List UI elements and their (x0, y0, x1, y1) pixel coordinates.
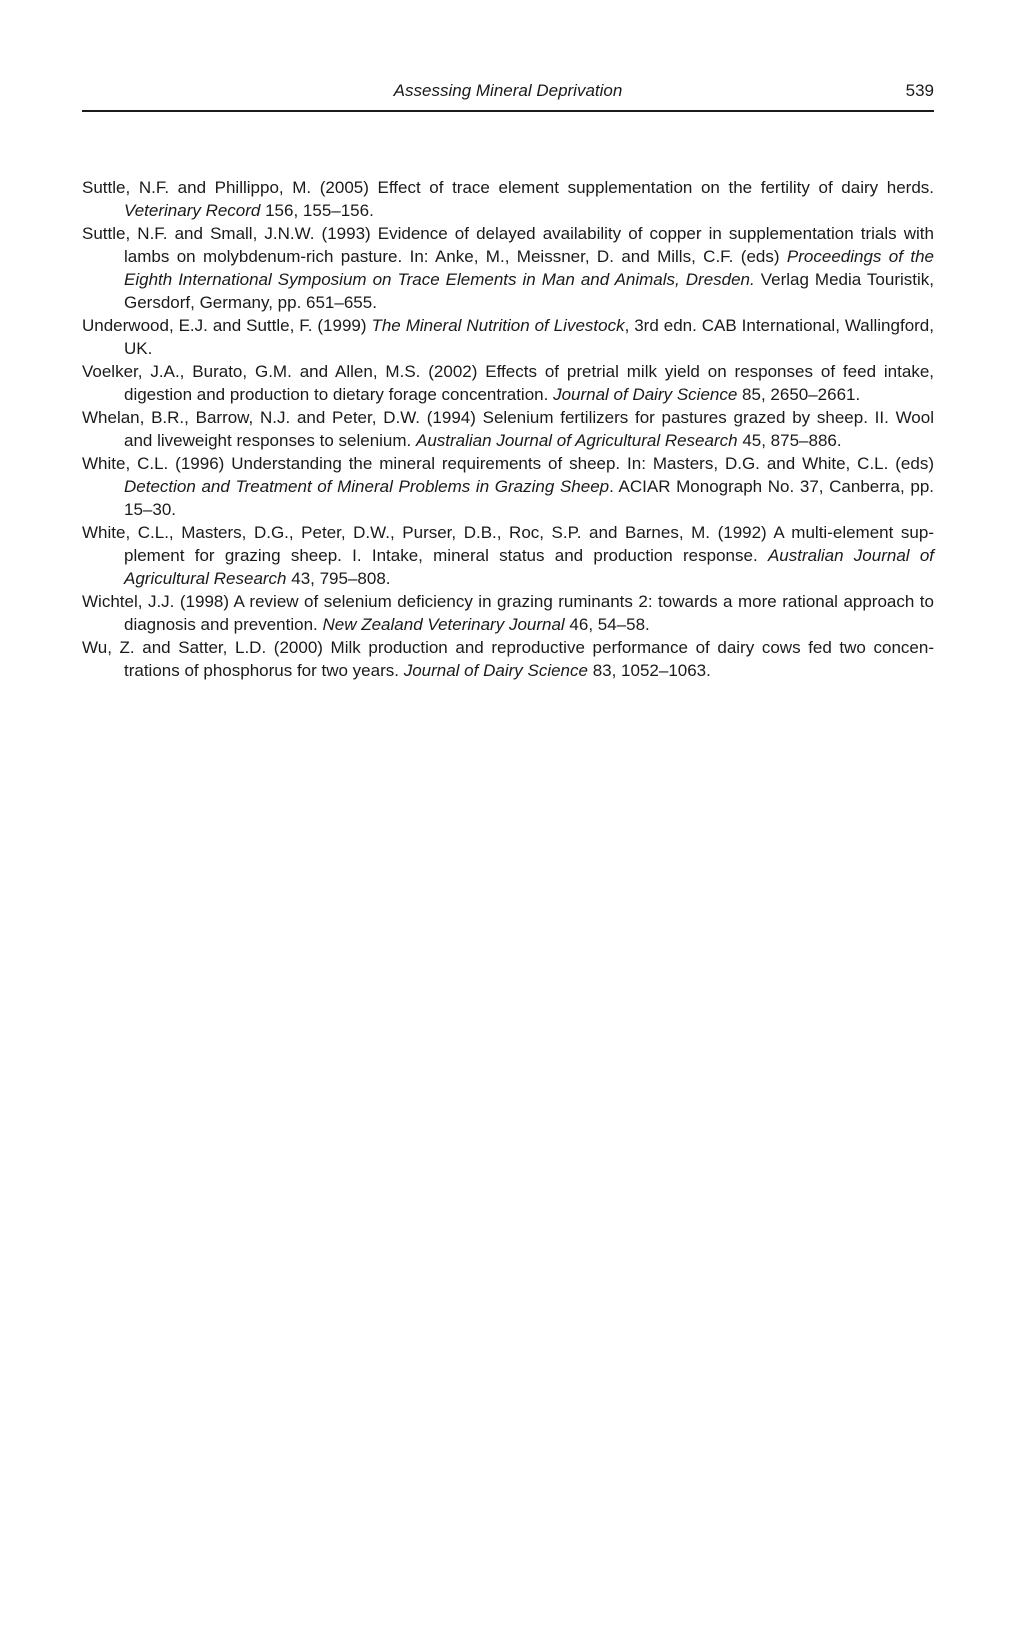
reference-list (82, 176, 934, 682)
reference-entry (82, 590, 934, 636)
reference-text: Wichtel, J.J. (1998) A review of selenium deficiency in grazing ruminants 2: towards a more rational approach to diagnosis and prevention. (82, 592, 934, 634)
reference-source-title: Australian Journal of Agricultural Research (416, 431, 738, 450)
reference-entry (82, 360, 934, 406)
reference-entry (82, 222, 934, 314)
reference-text: Wu, Z. and Satter, L.D. (2000) Milk production and reproductive performance of dairy cows fed two concentrations of phosphorus for two years. (82, 638, 934, 680)
reference-text: , 3rd edn. CAB International, Wallingford, UK. (124, 316, 934, 358)
reference-entry (82, 452, 934, 521)
reference-entry (82, 521, 934, 590)
reference-text: . ACIAR Monograph No. 37, Canberra, pp. 15–30. (124, 477, 935, 519)
reference-text: 46, 54–58. (564, 615, 650, 634)
reference-source-title: New Zealand Veterinary Journal (322, 615, 565, 634)
reference-text: 45, 875–886. (737, 431, 842, 450)
header-rule (82, 110, 934, 112)
reference-source-title: Proceedings of the Eighth International Symposium on Trace Elements in Man and Animals, Dresden. (124, 247, 934, 289)
reference-source-title: Veterinary Record (124, 201, 261, 220)
reference-text: 156, 155–156. (260, 201, 374, 220)
reference-text: Verlag Media Touristik, Gersdorf, Germany, pp. 651–655. (124, 270, 935, 312)
reference-entry (82, 314, 934, 360)
reference-entry (82, 636, 934, 682)
page-number: 539 (905, 81, 934, 100)
reference-source-title: Journal of Dairy Science (403, 661, 588, 680)
running-head (82, 78, 934, 104)
reference-entry (82, 406, 934, 452)
reference-entry (82, 176, 934, 222)
reference-source-title: Australian Journal of Agricultural Research (124, 546, 934, 588)
running-title: Assessing Mineral Deprivation (393, 81, 623, 100)
reference-text: Suttle, N.F. and Small, J.N.W. (1993) Evidence of delayed availability of copper in supplementation trials with lambs on molybdenum-rich pasture. In: Anke, M., Meissner, D. and Mills, C.F. (eds) (82, 224, 934, 266)
reference-text: 43, 795–808. (286, 569, 391, 588)
reference-text: Suttle, N.F. and Phillippo, M. (2005) Effect of trace element supplementation on the fertility of dairy herds. (82, 178, 934, 197)
reference-text: 85, 2650–2661. (737, 385, 861, 404)
reference-text: Whelan, B.R., Barrow, N.J. and Peter, D.W. (1994) Selenium fertilizers for pastures grazed by sheep. II. Wool and liveweight responses to selenium. (82, 408, 934, 450)
reference-text: Underwood, E.J. and Suttle, F. (1999) (82, 316, 372, 335)
reference-text: 83, 1052–1063. (587, 661, 711, 680)
reference-text: White, C.L. (1996) Understanding the mineral requirements of sheep. In: Masters, D.G. and White, C.L. (eds) (82, 454, 934, 473)
reference-text: Voelker, J.A., Burato, G.M. and Allen, M.S. (2002) Effects of pretrial milk yield on responses of feed intake, digestion and production to dietary forage concentration. (82, 362, 934, 404)
reference-source-title: Detection and Treatment of Mineral Problems in Grazing Sheep (124, 477, 610, 496)
reference-source-title: The Mineral Nutrition of Livestock (371, 316, 625, 335)
reference-text: White, C.L., Masters, D.G., Peter, D.W., Purser, D.B., Roc, S.P. and Barnes, M. (1992) A multi-element supplement for grazing sheep. I. Intake, mineral status and production response. (82, 523, 934, 565)
reference-source-title: Journal of Dairy Science (553, 385, 738, 404)
